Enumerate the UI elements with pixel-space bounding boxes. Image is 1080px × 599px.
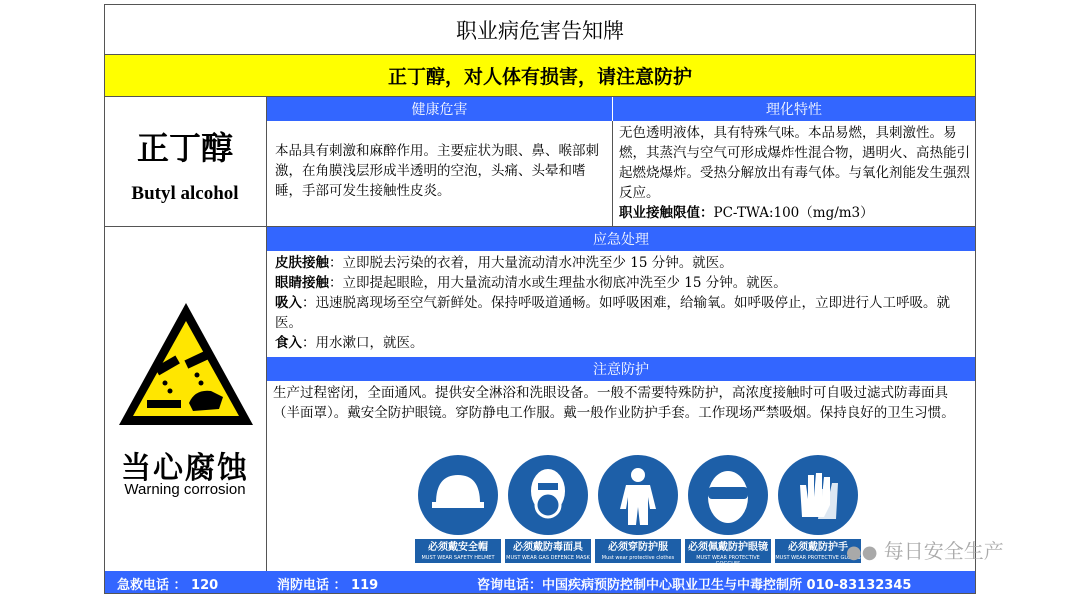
hazard-notice-card <box>104 4 976 594</box>
watermark-text: 每日安全生产 <box>883 539 1004 563</box>
ppe-clothes-label <box>595 539 681 563</box>
health-hazard-text: 本品具有刺激和麻醉作用。主要症状为眼、鼻、喉部刺激，在角膜浅层形成半透明的空泡，头痛、头晕和嗜睡，手部可发生接触性皮炎。 <box>267 121 613 227</box>
warning-label-en: Warning corrosion <box>124 481 246 498</box>
protection-text: 生产过程密闭，全面通风。提供安全淋浴和洗眼设备。一般不需要特殊防护，高浓度接触时可自吸过滤式防毒面具（半面罩）。戴安全防护眼镜。穿防静电工作服。戴一般作业防护手套。工作现场严禁吸烟。保持良好的卫生习惯。 <box>273 385 955 421</box>
protective-clothes-icon <box>598 455 678 535</box>
emergency-ingest-label: 食入 <box>275 335 302 351</box>
warning-label-cn: 当心腐蚀 <box>121 451 249 486</box>
corrosion-warning-icon <box>115 299 257 431</box>
emergency-ingest-text: ：用水漱口，就医。 <box>302 335 424 351</box>
ppe-goggles-label <box>685 539 771 567</box>
emergency-item-skin <box>275 253 969 273</box>
health-hazard-header: 健康危害 <box>267 97 613 121</box>
ppe-goggles-sub: MUST WEAR PROTECTIVE GOGGLES <box>696 555 760 567</box>
substance-name-box <box>105 97 267 227</box>
exposure-limit-value: PC-TWA:100（mg/m3） <box>713 205 874 221</box>
protection-header: 注意防护 <box>267 357 975 381</box>
ppe-gloves-sub: MUST WEAR PROTECTIVE GLOVES <box>775 555 861 561</box>
emergency-phone: 急救电话 ： 120 <box>117 578 219 593</box>
warning-banner: 正丁醇，对人体有损害，请注意防护 <box>105 55 975 97</box>
consult-phone: 咨询电话：中国疾病预防控制中心职业卫生与中毒控制所 010-83132345 <box>477 578 912 593</box>
contact-footer <box>105 571 975 593</box>
substance-name-cn: 正丁醇 <box>136 129 233 167</box>
safety-helmet-icon <box>418 455 498 535</box>
ppe-clothes-text: 必须穿防护服 <box>608 542 668 553</box>
ppe-helmet-sub: MUST WEAR SAFETY HELMET <box>421 555 495 561</box>
watermark <box>846 535 1004 564</box>
exposure-limit-label: 职业接触限值： <box>619 205 714 221</box>
gloves-icon <box>778 455 858 535</box>
emergency-list <box>267 251 975 357</box>
goggles-icon <box>688 455 768 535</box>
ppe-helmet <box>415 455 501 563</box>
substance-name-en: Butyl alcohol <box>131 183 239 204</box>
ppe-goggles-text: 必须佩戴防护眼镜 <box>688 542 768 553</box>
ppe-clothes <box>595 455 681 563</box>
wechat-icon: ●● <box>846 542 878 563</box>
ppe-gas-mask-text: 必须戴防毒面具 <box>513 542 583 553</box>
physchem-box <box>613 121 975 227</box>
emergency-item-ingest <box>275 333 969 353</box>
physchem-text: 无色透明液体，具有特殊气味。本品易燃，具刺激性。易燃，其蒸汽与空气可形成爆炸性混合物，遇明火、高热能引起燃烧爆炸。受热分解放出有毒气体。与氧化剂能发生强烈反应。 <box>619 125 970 201</box>
warning-sign-box <box>105 227 267 571</box>
ppe-gas-mask <box>505 455 591 563</box>
ppe-clothes-sub: Must wear protective clothes <box>601 555 675 561</box>
emergency-inhale-label: 吸入 <box>275 295 302 311</box>
ppe-gas-mask-sub: MUST WEAR GAS DEFENCE MASK <box>506 555 590 561</box>
emergency-item-inhale <box>275 293 969 333</box>
card-title: 职业病危害告知牌 <box>105 5 975 55</box>
ppe-helmet-label <box>415 539 501 563</box>
emergency-skin-text: ：立即脱去污染的衣着，用大量流动清水冲洗至少 15 分钟。就医。 <box>329 255 733 271</box>
emergency-eye-label: 眼睛接触 <box>275 275 329 291</box>
gas-mask-icon <box>508 455 588 535</box>
ppe-gas-mask-label <box>505 539 591 563</box>
emergency-inhale-text: ：迅速脱离现场至空气新鲜处。保持呼吸道通畅。如呼吸困难，给输氧。如呼吸停止，立即进行人工呼吸。就医。 <box>275 295 950 331</box>
emergency-item-eye <box>275 273 969 293</box>
ppe-helmet-text: 必须戴安全帽 <box>428 542 488 553</box>
fire-phone: 消防电话 ： 119 <box>277 578 379 593</box>
ppe-gloves-text: 必须戴防护手 <box>788 542 848 553</box>
ppe-goggles <box>685 455 771 567</box>
emergency-eye-text: ：立即提起眼睑，用大量流动清水或生理盐水彻底冲洗至少 15 分钟。就医。 <box>329 275 787 291</box>
emergency-skin-label: 皮肤接触 <box>275 255 329 271</box>
exposure-limit <box>619 203 971 223</box>
physchem-header: 理化特性 <box>613 97 975 121</box>
emergency-header: 应急处理 <box>267 227 975 251</box>
